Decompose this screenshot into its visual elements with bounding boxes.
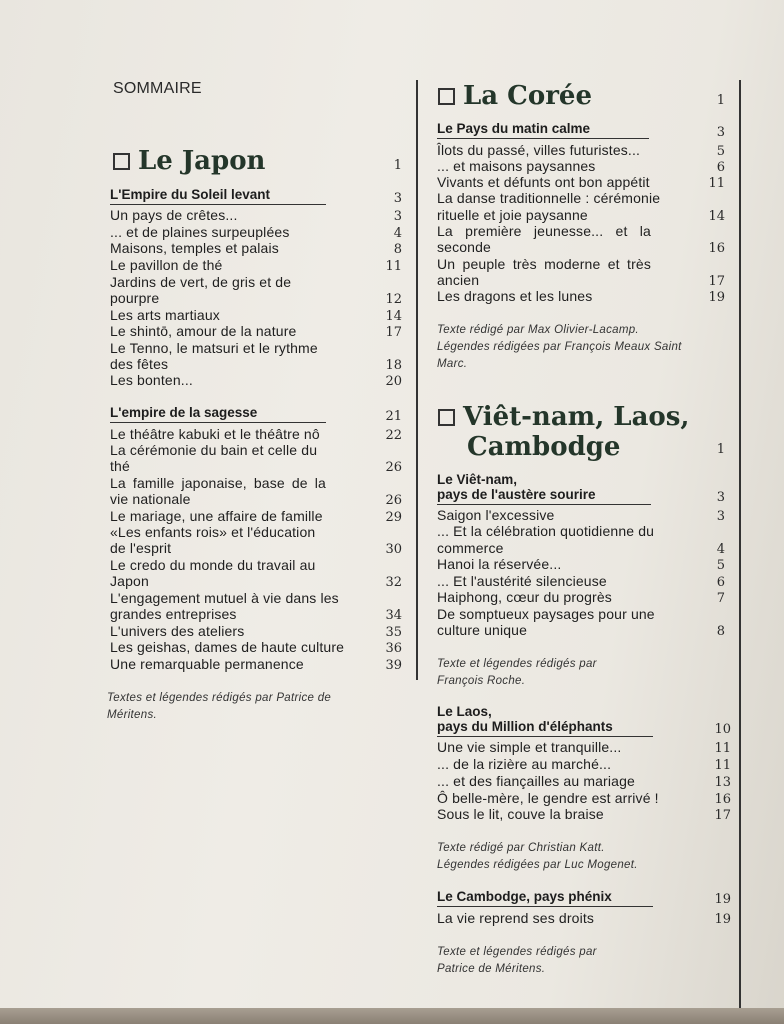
list-item-page: 22: [385, 428, 402, 443]
credit-line: Texte et légendes rédigés par: [437, 946, 597, 958]
list-item-page: 29: [385, 510, 402, 525]
list-item-page: 11: [708, 176, 725, 191]
japon-title: Le Japon: [113, 147, 265, 175]
list-item-page: 19: [708, 290, 725, 305]
viet-page: 1: [716, 442, 725, 457]
list-item: Hanoi la réservée...: [437, 556, 562, 572]
list-item: Vivants et défunts ont bon appétit: [437, 174, 650, 190]
list-item: ... Et la célébration quotidienne du: [437, 523, 655, 539]
list-item: Saigon l'excessive: [437, 507, 555, 523]
list-item-page: 26: [385, 460, 402, 475]
list-item-page: 3: [716, 509, 725, 524]
list-item-page: 16: [714, 792, 731, 807]
list-item-page: 7: [716, 591, 725, 606]
section-page: 21: [385, 409, 402, 424]
list-item-page: 17: [708, 274, 725, 289]
section-page: 19: [714, 892, 731, 907]
list-item-page: 12: [385, 292, 402, 307]
list-item: ... et maisons paysannes: [437, 158, 596, 174]
list-item: ... Et l'austérité silencieuse: [437, 573, 607, 589]
list-item-page: 14: [708, 209, 725, 224]
list-item-page: 17: [714, 808, 731, 823]
list-item: ... et de plaines surpeuplées: [110, 224, 290, 240]
credit-line: François Roche.: [437, 675, 526, 687]
list-item-page: 4: [393, 226, 402, 241]
list-item: seconde: [437, 239, 491, 255]
list-item-page: 35: [385, 625, 402, 640]
section-heading: Le Pays du matin calme: [437, 121, 649, 139]
page-bottom-edge: [0, 1008, 784, 1024]
list-item: ... de la rizière au marché...: [437, 756, 612, 772]
credit-text: [437, 840, 638, 874]
list-item: Un pays de crêtes...: [110, 207, 238, 223]
list-item: culture unique: [437, 622, 528, 638]
list-item-page: 5: [716, 558, 725, 573]
list-item: Une remarquable permanence: [110, 656, 304, 672]
checkbox-icon: [438, 88, 455, 105]
list-item-page: 26: [385, 493, 402, 508]
list-item-page: 8: [393, 242, 402, 257]
coree-title: La Corée: [438, 82, 592, 110]
list-item: «Les enfants rois» et l'éducation: [110, 524, 316, 540]
section-heading-line: pays du Million d'éléphants: [437, 719, 613, 734]
list-item: rituelle et joie paysanne: [437, 207, 588, 223]
coree-page: 1: [716, 93, 725, 108]
list-item: Les dragons et les lunes: [437, 288, 593, 304]
checkbox-icon: [438, 409, 455, 426]
list-item: La première jeunesse... et la: [437, 223, 651, 239]
list-item: Le théâtre kabuki et le théâtre nô: [110, 426, 320, 442]
list-item: thé: [110, 458, 130, 474]
list-item: pourpre: [110, 290, 160, 306]
list-item: La vie reprend ses droits: [437, 910, 595, 926]
list-item-page: 17: [385, 325, 402, 340]
credit-text: [437, 656, 597, 690]
list-item: Ô belle-mère, le gendre est arrivé !: [437, 790, 659, 806]
list-item: ... et des fiançailles au mariage: [437, 773, 635, 789]
list-item: Sous le lit, couve la braise: [437, 806, 604, 822]
list-item-page: 6: [716, 160, 725, 175]
list-item-page: 32: [385, 575, 402, 590]
credit-line: Texte et légendes rédigés par: [437, 658, 597, 670]
list-item: Le credo du monde du travail au: [110, 557, 316, 573]
section-page: 10: [714, 722, 731, 737]
list-item: ancien: [437, 272, 480, 288]
credit-line: Légendes rédigées par François Meaux Saint: [437, 341, 682, 353]
list-item: Les geishas, dames de haute culture: [110, 639, 345, 655]
section-page: 3: [716, 490, 725, 505]
list-item-page: 18: [385, 358, 402, 373]
list-item: Les arts martiaux: [110, 307, 220, 323]
list-item-page: 11: [714, 758, 731, 773]
list-item-page: 30: [385, 542, 402, 557]
credit-text: [437, 944, 597, 978]
list-item-page: 34: [385, 608, 402, 623]
list-item: L'univers des ateliers: [110, 623, 245, 639]
list-item-page: 36: [385, 641, 402, 656]
list-item: Japon: [110, 573, 149, 589]
list-item-page: 5: [716, 144, 725, 159]
credit-line: Méritens.: [107, 709, 157, 721]
section-page: 3: [393, 191, 402, 206]
list-item: Jardins de vert, de gris et de: [110, 274, 292, 290]
section-heading: L'Empire du Soleil levant: [110, 187, 326, 205]
list-item-page: 6: [716, 575, 725, 590]
list-item: Le shintō, amour de la nature: [110, 323, 297, 339]
list-item-page: 20: [385, 374, 402, 389]
list-item-page: 14: [385, 309, 402, 324]
credit-line: Texte rédigé par Max Olivier-Lacamp.: [437, 324, 639, 336]
column-divider-right: [739, 80, 741, 1010]
list-item: des fêtes: [110, 356, 169, 372]
list-item: L'engagement mutuel à vie dans les: [110, 590, 339, 606]
list-item: Le Tenno, le matsuri et le rythme: [110, 340, 318, 356]
viet-title: Viêt-nam, Laos, Cambodge: [438, 403, 689, 461]
list-item-page: 8: [716, 624, 725, 639]
list-item: La famille japonaise, base de la: [110, 475, 326, 491]
column-divider-left: [416, 80, 418, 680]
list-item: Un peuple très moderne et très: [437, 256, 651, 272]
credit-text: [107, 690, 331, 724]
viet-title-line2: Cambodge: [467, 432, 621, 462]
list-item-page: 16: [708, 241, 725, 256]
list-item-page: 11: [385, 259, 402, 274]
checkbox-icon: [113, 153, 130, 170]
list-item: Maisons, temples et palais: [110, 240, 279, 256]
list-item: grandes entreprises: [110, 606, 237, 622]
section-heading: [437, 472, 651, 505]
credit-text: [437, 322, 682, 373]
list-item-page: 39: [385, 658, 402, 673]
list-item-page: 19: [714, 912, 731, 927]
list-item: de l'esprit: [110, 540, 172, 556]
list-item: Le pavillon de thé: [110, 257, 223, 273]
list-item-page: 3: [393, 209, 402, 224]
credit-line: Texte rédigé par Christian Katt.: [437, 842, 605, 854]
section-page: 3: [716, 125, 725, 140]
list-item-page: 13: [714, 775, 731, 790]
list-item: La cérémonie du bain et celle du: [110, 442, 318, 458]
list-item: Les bonten...: [110, 372, 193, 388]
list-item: De somptueux paysages pour une: [437, 606, 655, 622]
credit-line: Marc.: [437, 358, 468, 370]
list-item: Îlots du passé, villes futuristes...: [437, 142, 641, 158]
list-item-page: 4: [716, 542, 725, 557]
list-item: Haiphong, cœur du progrès: [437, 589, 612, 605]
list-item-page: 11: [714, 741, 731, 756]
section-heading: [437, 704, 653, 737]
credit-line: Textes et légendes rédigés par Patrice de: [107, 692, 332, 704]
section-heading-line: Le Viêt-nam,: [437, 472, 518, 487]
list-item: vie nationale: [110, 491, 191, 507]
list-item: Le mariage, une affaire de famille: [110, 508, 323, 524]
list-item: La danse traditionnelle : cérémonie: [437, 190, 661, 206]
section-heading: Le Cambodge, pays phénix: [437, 889, 653, 907]
section-heading-line: Le Laos,: [437, 704, 492, 719]
section-heading: L'empire de la sagesse: [110, 405, 326, 423]
credit-line: Patrice de Méritens.: [437, 963, 546, 975]
credit-line: Légendes rédigées par Luc Mogenet.: [437, 859, 638, 871]
japon-page: 1: [393, 158, 402, 173]
section-heading-line: pays de l'austère sourire: [437, 487, 596, 502]
sommaire-heading: SOMMAIRE: [113, 80, 202, 97]
list-item: Une vie simple et tranquille...: [437, 739, 622, 755]
list-item: commerce: [437, 540, 504, 556]
